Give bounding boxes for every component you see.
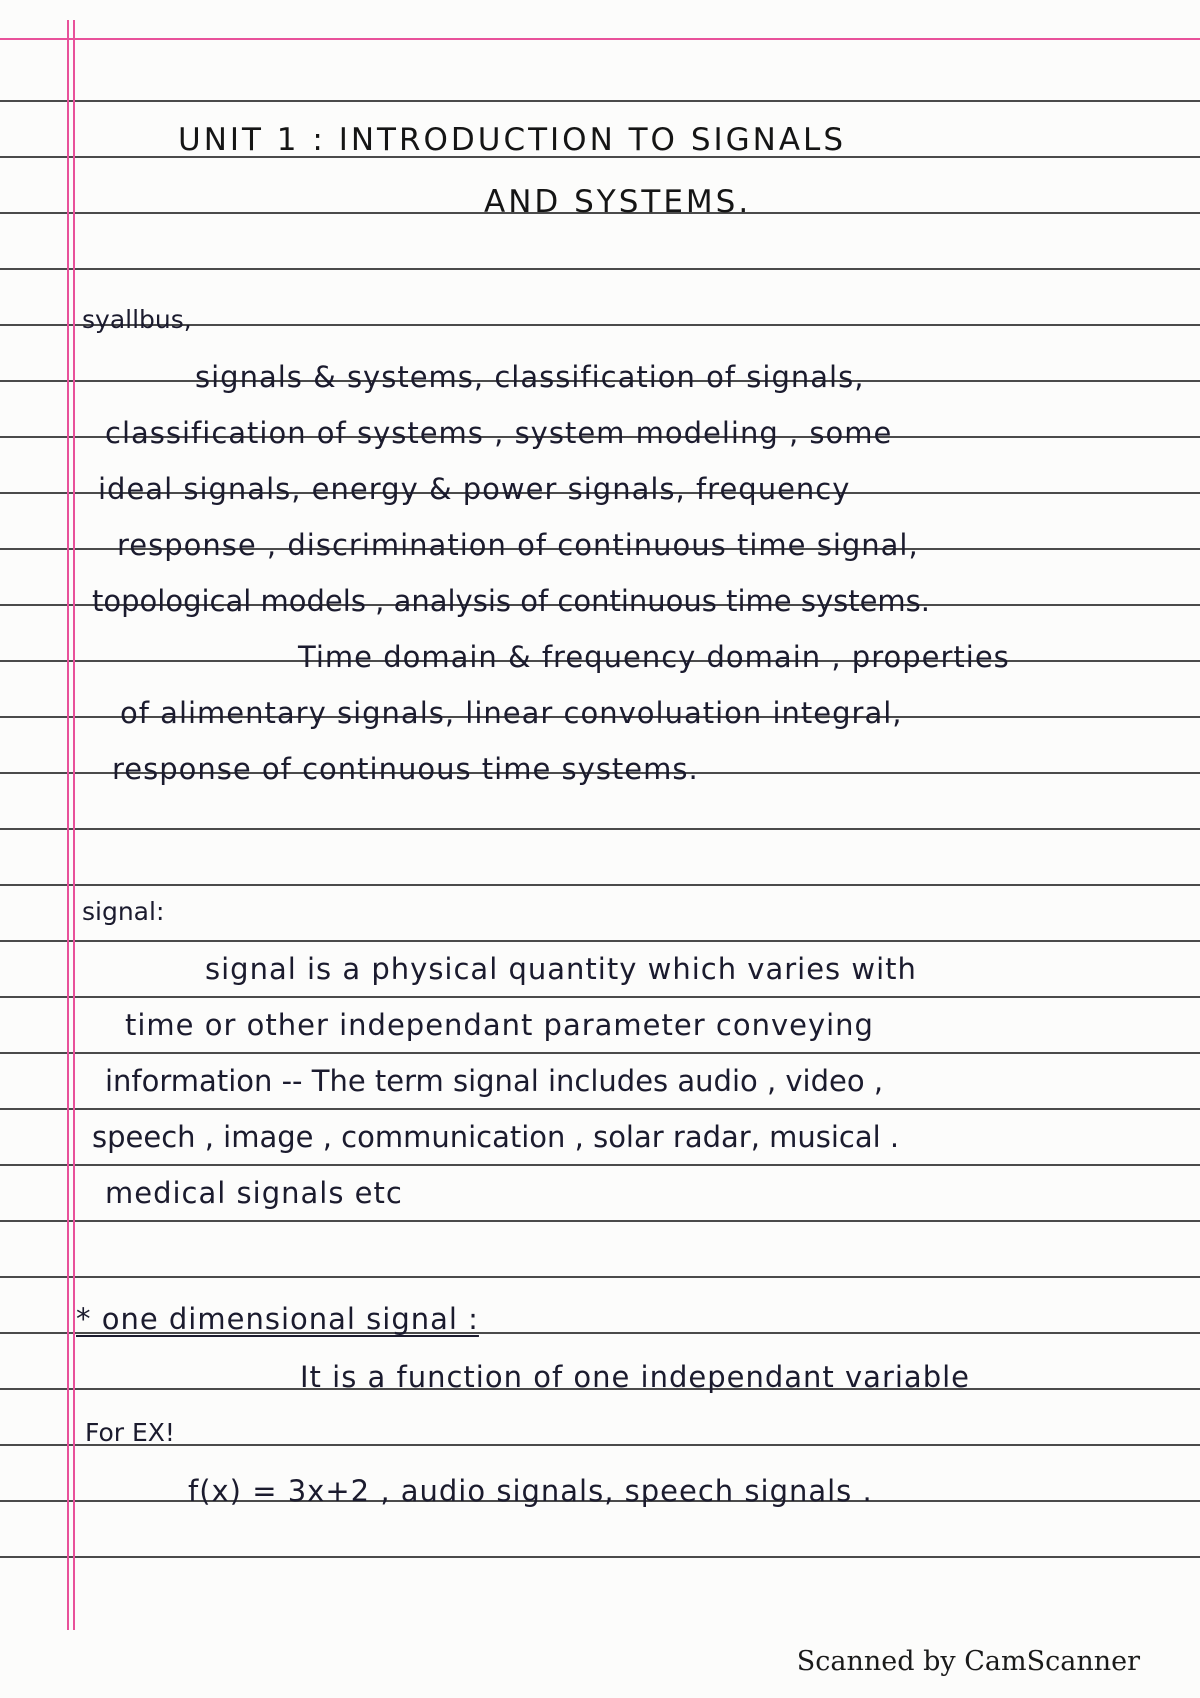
signal-line: signal is a physical quantity which varies with xyxy=(205,952,917,986)
page-title: UNIT 1 : INTRODUCTION TO SIGNALS xyxy=(178,122,847,158)
signal-line: speech , image , communication , solar radar, musical . xyxy=(92,1120,900,1154)
ruled-line xyxy=(0,1052,1200,1054)
signal-line: information -- The term signal includes audio , video , xyxy=(105,1064,884,1098)
ruled-line xyxy=(0,1164,1200,1166)
ruled-line xyxy=(0,1108,1200,1110)
top-rule xyxy=(0,38,1200,40)
margin-line xyxy=(73,20,75,1630)
example-line: f(x) = 3x+2 , audio signals, speech signals . xyxy=(188,1474,873,1508)
signal-line: medical signals etc xyxy=(105,1176,403,1210)
one-dimensional-definition: It is a function of one independant variable xyxy=(300,1360,971,1394)
page-title-continued: AND SYSTEMS. xyxy=(484,184,752,220)
ruled-line xyxy=(0,940,1200,942)
syllabus-line: response of continuous time systems. xyxy=(112,752,699,786)
syllabus-line: topological models , analysis of continuous time systems. xyxy=(92,584,930,618)
ruled-line xyxy=(0,268,1200,270)
syllabus-line: Time domain & frequency domain , properties xyxy=(298,640,1010,674)
ruled-line xyxy=(0,884,1200,886)
one-dimensional-heading: * one dimensional signal : xyxy=(76,1302,479,1336)
ruled-line xyxy=(0,996,1200,998)
signal-line: time or other independant parameter conveying xyxy=(125,1008,874,1042)
ruled-line xyxy=(0,1444,1200,1446)
ruled-line xyxy=(0,828,1200,830)
syllabus-heading: syallbus, xyxy=(82,305,192,334)
scanner-watermark: Scanned by CamScanner xyxy=(796,1646,1140,1677)
ruled-line xyxy=(0,1220,1200,1222)
margin-line xyxy=(67,20,69,1630)
syllabus-line: ideal signals, energy & power signals, frequency xyxy=(98,472,851,506)
signal-heading: signal: xyxy=(82,897,165,926)
syllabus-line: signals & systems, classification of signals, xyxy=(195,360,865,394)
ruled-line xyxy=(0,1276,1200,1278)
example-label: For EX! xyxy=(85,1418,175,1447)
ruled-line xyxy=(0,100,1200,102)
syllabus-line: of alimentary signals, linear convoluation integral, xyxy=(120,696,903,730)
syllabus-line: response , discrimination of continuous time signal, xyxy=(117,528,919,562)
syllabus-line: classification of systems , system modeling , some xyxy=(105,416,893,450)
ruled-line xyxy=(0,1556,1200,1558)
